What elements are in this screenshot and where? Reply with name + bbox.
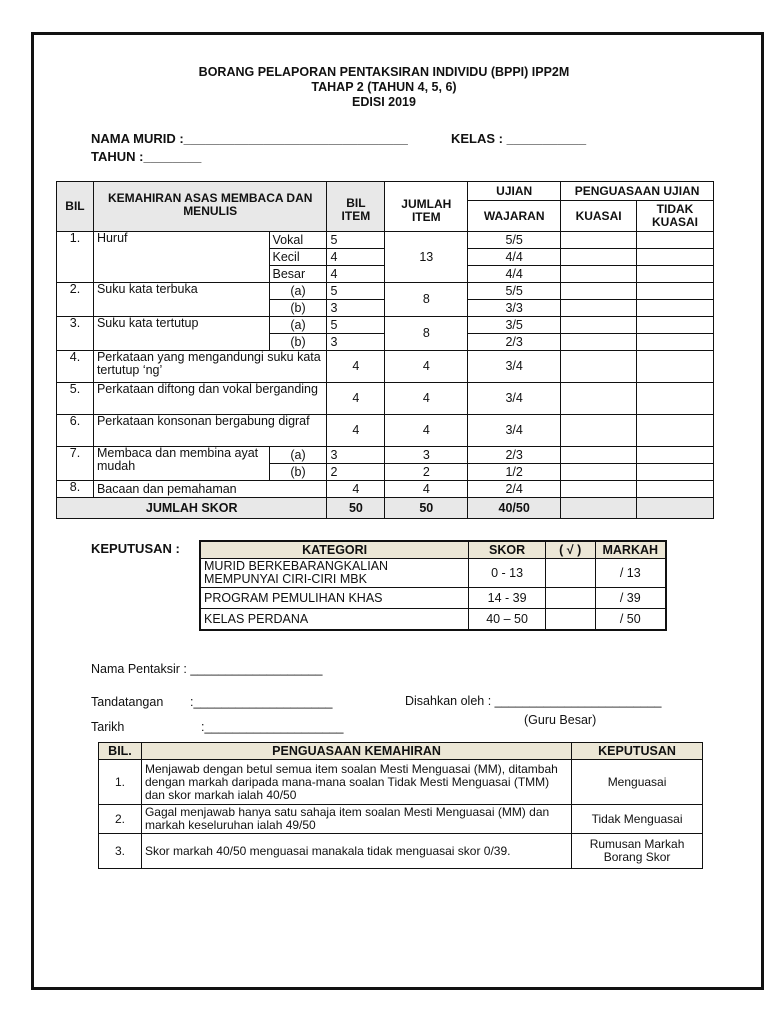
row-jumlah: 13 [385,232,468,283]
nama-pentaksir-field[interactable]: Nama Pentaksir : ___________________ [91,662,323,676]
row-bil: 1. [57,232,94,283]
table-row [57,383,714,415]
total-row [57,498,714,519]
row-items: 4 [327,249,385,266]
tick-cell[interactable] [545,559,595,588]
kategori-cell: PROGRAM PEMULIHAN KHAS [200,588,469,609]
markah-cell: / 13 [595,559,666,588]
row-bil: 8. [57,481,94,498]
row-jumlah: 4 [385,383,468,415]
tahun-field[interactable]: TAHUN :________ [91,149,202,164]
row-jumlah: 4 [385,481,468,498]
row-items: 3 [327,300,385,317]
row-sub: (b) [269,300,327,317]
row-bil: 3. [57,317,94,351]
kuasai-cell[interactable] [561,447,637,464]
table-row [99,834,703,869]
kelas-field[interactable]: KELAS : ___________ [451,131,587,146]
row-items: 5 [327,283,385,300]
kuasai-cell[interactable] [561,266,637,283]
keputusan-label: KEPUTUSAN : [91,541,180,556]
tidak-kuasai-cell[interactable] [637,249,714,266]
header-skor: SKOR [469,541,546,559]
tarikh-field[interactable]: :____________________ [201,720,344,734]
tidak-kuasai-cell[interactable] [637,232,714,249]
row-wajaran: 3/3 [468,300,561,317]
skor-cell: 0 - 13 [469,559,546,588]
row-wajaran: 3/4 [468,415,561,447]
row-sub: Kecil [269,249,327,266]
header-bil-item: BIL ITEM [327,182,385,232]
row-wajaran: 2/3 [468,447,561,464]
tidak-kuasai-cell[interactable] [637,447,714,464]
kuasai-cell[interactable] [561,249,637,266]
row-sub: (b) [269,464,327,481]
row-wajaran: 3/4 [468,351,561,383]
nama-murid-field[interactable]: NAMA MURID :_______________________________ [91,131,408,146]
row-text: Skor markah 40/50 menguasai manakala tidak menguasai skor 0/39. [141,834,571,869]
row-skill: Suku kata tertutup [93,317,269,351]
header-jumlah-item: JUMLAH ITEM [385,182,468,232]
row-items: 4 [327,383,385,415]
row-keputusan: Rumusan Markah Borang Skor [572,834,703,869]
row-skill: Bacaan dan pemahaman [93,481,326,498]
row-bil: 7. [57,447,94,481]
row-skill: Huruf [93,232,269,283]
row-keputusan: Menguasai [572,760,703,805]
row-sub: (a) [269,283,327,300]
row-jumlah: 4 [385,351,468,383]
table-row [200,588,666,609]
kategori-cell: MURID BERKEBARANGKALIAN MEMPUNYAI CIRI-CIRI MBK [200,559,469,588]
header-ujian: UJIAN [468,182,561,201]
row-items: 4 [327,481,385,498]
table-row [99,805,703,834]
row-skill: Membaca dan membina ayat mudah [93,447,269,481]
header-tidak-kuasai: TIDAK KUASAI [637,201,714,232]
row-sub: (a) [269,447,327,464]
row-bil: 2. [99,805,142,834]
header-kemahiran: KEMAHIRAN ASAS MEMBACA DAN MENULIS [93,182,326,232]
tidak-kuasai-cell[interactable] [637,266,714,283]
row-bil: 1. [99,760,142,805]
kuasai-cell[interactable] [561,415,637,447]
table-row [57,415,714,447]
table-row [57,232,714,249]
header-wajaran: WAJARAN [468,201,561,232]
header-penguasaan: PENGUASAAN UJIAN [561,182,714,201]
form-edition: EDISI 2019 [352,95,416,109]
row-bil: 2. [57,283,94,317]
table-row [200,609,666,631]
header-bil: BIL [57,182,94,232]
kuasai-cell[interactable] [561,334,637,351]
skor-cell: 14 - 39 [469,588,546,609]
row-bil: 4. [57,351,94,383]
tarikh-label: Tarikh [91,720,125,734]
header-bil: BIL. [99,743,142,760]
row-skill: Perkataan konsonan bergabung digraf [93,415,326,447]
tidak-kuasai-cell[interactable] [637,317,714,334]
total-jumlah: 50 [385,498,468,519]
row-sub: Vokal [269,232,327,249]
table-row [57,351,714,383]
kuasai-cell[interactable] [561,464,637,481]
row-skill: Perkataan diftong dan vokal berganding [93,383,326,415]
tidak-kuasai-cell[interactable] [637,481,714,498]
row-items: 3 [327,334,385,351]
row-wajaran: 3/5 [468,317,561,334]
kuasai-cell[interactable] [561,283,637,300]
kuasai-cell[interactable] [561,481,637,498]
row-wajaran: 4/4 [468,249,561,266]
row-jumlah: 8 [385,317,468,351]
markah-cell: / 50 [595,609,666,631]
guru-besar-label: (Guru Besar) [524,713,597,727]
tidak-kuasai-cell[interactable] [637,351,714,383]
table-row [57,317,714,334]
tidak-kuasai-cell[interactable] [637,300,714,317]
row-wajaran: 4/4 [468,266,561,283]
tick-cell[interactable] [545,609,595,631]
row-sub: (b) [269,334,327,351]
kuasai-cell[interactable] [561,232,637,249]
tidak-kuasai-cell[interactable] [637,383,714,415]
table-row [57,447,714,464]
total-kuasai-cell[interactable] [561,498,637,519]
header-keputusan: KEPUTUSAN [572,743,703,760]
row-text: Menjawab dengan betul semua item soalan Mesti Menguasai (MM), ditambah dengan markah daripada mana-mana soalan Tidak Mesti Menguasai (TMM) dan skor markah ialah 40/50 [141,760,571,805]
kuasai-cell[interactable] [561,300,637,317]
skills-table [56,181,714,519]
row-wajaran: 2/3 [468,334,561,351]
row-items: 2 [327,464,385,481]
row-bil: 3. [99,834,142,869]
tidak-kuasai-cell[interactable] [637,464,714,481]
disahkan-field[interactable]: Disahkan oleh : ________________________ [405,694,662,708]
row-items: 5 [327,317,385,334]
kuasai-cell[interactable] [561,383,637,415]
row-sub: Besar [269,266,327,283]
row-wajaran: 2/4 [468,481,561,498]
tick-cell[interactable] [545,588,595,609]
markah-cell: / 39 [595,588,666,609]
row-jumlah: 3 [385,447,468,464]
row-items: 3 [327,447,385,464]
row-wajaran: 5/5 [468,283,561,300]
row-items: 4 [327,415,385,447]
table-row [57,283,714,300]
kategori-cell: KELAS PERDANA [200,609,469,631]
row-text: Gagal menjawab hanya satu sahaja item soalan Mesti Menguasai (MM) dan markah keseluruhan ialah 49/50 [141,805,571,834]
tidak-kuasai-cell[interactable] [637,334,714,351]
header-markah: MARKAH [595,541,666,559]
total-bil-item: 50 [327,498,385,519]
kuasai-cell[interactable] [561,317,637,334]
total-wajaran: 40/50 [468,498,561,519]
table-row [200,559,666,588]
skor-cell: 40 – 50 [469,609,546,631]
penguasaan-table [98,742,703,869]
row-bil: 6. [57,415,94,447]
row-items: 4 [327,266,385,283]
row-keputusan: Tidak Menguasai [572,805,703,834]
total-label: JUMLAH SKOR [57,498,327,519]
tandatangan-label: Tandatangan [91,695,164,709]
row-items: 4 [327,351,385,383]
tidak-kuasai-cell[interactable] [637,283,714,300]
kategori-table [199,540,667,631]
kuasai-cell[interactable] [561,351,637,383]
row-bil: 5. [57,383,94,415]
form-title: BORANG PELAPORAN PENTAKSIRAN INDIVIDU (BPPI) IPP2M [198,65,570,79]
tandatangan-field[interactable]: :____________________ [190,695,333,709]
tidak-kuasai-cell[interactable] [637,415,714,447]
row-skill: Perkataan yang mengandungi suku kata tertutup ‘ng’ [93,351,326,383]
header-penguasaan-kemahiran: PENGUASAAN KEMAHIRAN [141,743,571,760]
table-row [57,481,714,498]
row-jumlah: 2 [385,464,468,481]
header-kategori: KATEGORI [200,541,469,559]
row-jumlah: 8 [385,283,468,317]
row-wajaran: 3/4 [468,383,561,415]
row-items: 5 [327,232,385,249]
row-jumlah: 4 [385,415,468,447]
form-subtitle: TAHAP 2 (TAHUN 4, 5, 6) [311,80,457,94]
row-wajaran: 1/2 [468,464,561,481]
header-kuasai: KUASAI [561,201,637,232]
row-skill: Suku kata terbuka [93,283,269,317]
total-tidak-kuasai-cell[interactable] [637,498,714,519]
header-tick: ( √ ) [545,541,595,559]
row-sub: (a) [269,317,327,334]
row-wajaran: 5/5 [468,232,561,249]
table-row [99,760,703,805]
